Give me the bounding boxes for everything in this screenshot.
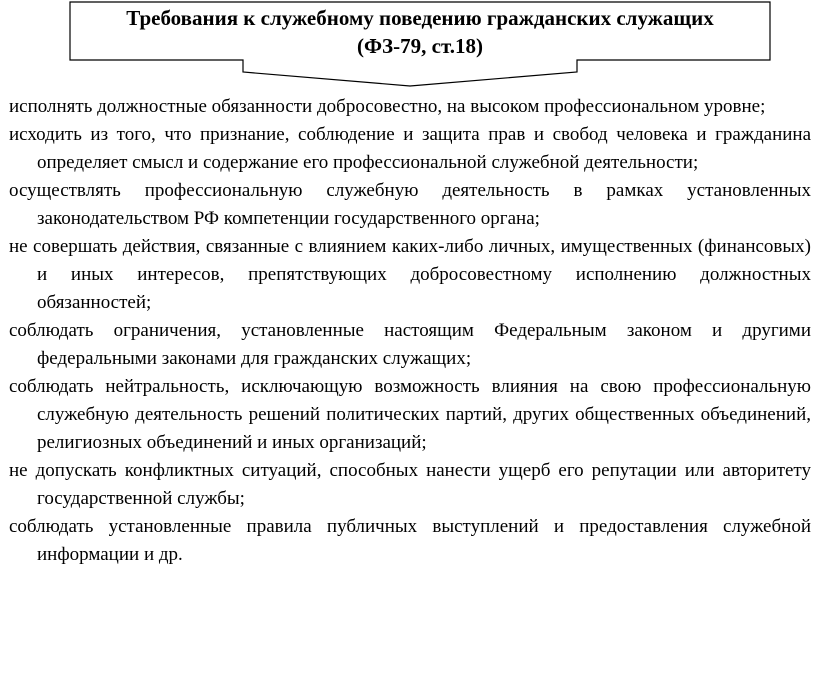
list-item: соблюдать нейтральность, исключающую возможность влияния на свою профессиональную служебную деятельность решений политических партий, других общественных объединений, религиозных объединений и иных организаций; <box>9 376 811 453</box>
list-item: не допускать конфликтных ситуаций, способных нанести ущерб его репутации или авторитету государственной службы; <box>9 460 811 509</box>
list-item: осуществлять профессиональную служебную деятельность в рамках установленных законодательством РФ компетенции государственного органа; <box>9 180 811 229</box>
title-callout <box>0 0 821 90</box>
list-item: соблюдать установленные правила публичных выступлений и предоставления служебной информации и др. <box>9 516 811 565</box>
list-item: исполнять должностные обязанности добросовестно, на высоком профессиональном уровне; <box>9 96 766 117</box>
requirements-list <box>0 93 811 569</box>
title-line-1: Требования к служебному поведению гражданских служащих <box>126 6 714 30</box>
page-title <box>70 4 770 60</box>
list-item: соблюдать ограничения, установленные настоящим Федеральным законом и другими федеральными законами для гражданских служащих; <box>9 320 811 369</box>
title-line-2: (ФЗ-79, ст.18) <box>357 34 483 58</box>
list-item: не совершать действия, связанные с влиянием каких-либо личных, имущественных (финансовых) и иных интересов, препятствующих добросовестному исполнению должностных обязанностей; <box>9 236 811 313</box>
list-item: исходить из того, что признание, соблюдение и защита прав и свобод человека и гражданина определяет смысл и содержание его профессиональной служебной деятельности; <box>9 124 811 173</box>
